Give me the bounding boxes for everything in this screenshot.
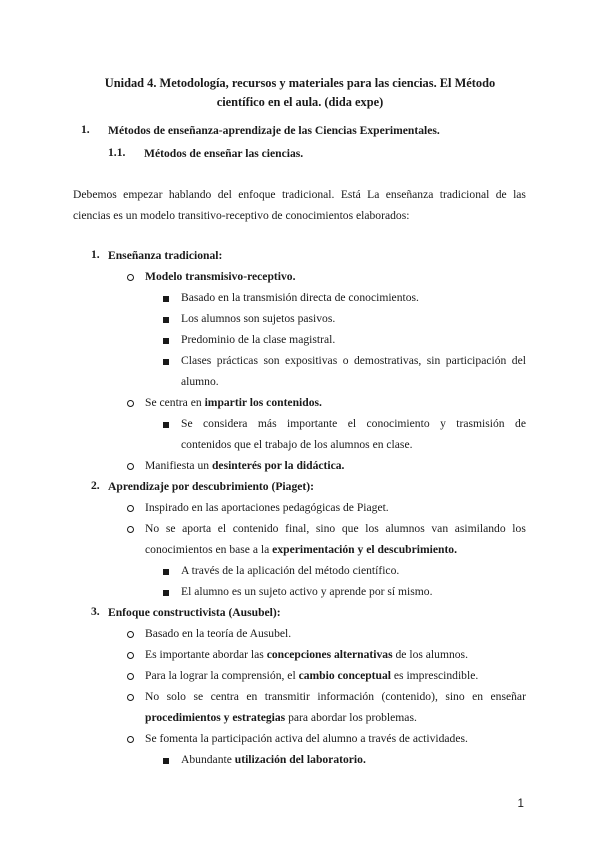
word: importante (287, 417, 338, 430)
item-1-bullet-3: Predominio de la clase magistral. (181, 333, 336, 346)
word: trasmisión (456, 417, 505, 430)
item-1-bullet-5-line-1 (181, 416, 526, 432)
hollow-bullet-icon (127, 652, 134, 659)
square-bullet-icon (163, 569, 169, 575)
word: La (367, 188, 380, 201)
word: aporta (182, 522, 212, 535)
word: se (165, 522, 176, 535)
item-2-sub-2-line-2: conocimientos en base a la experimentación y el descubrimiento. (145, 543, 457, 556)
word: del (217, 188, 232, 201)
word: se (193, 690, 204, 703)
word: de (495, 188, 507, 201)
word: de (515, 417, 526, 430)
word: información (317, 690, 375, 703)
hollow-bullet-icon (127, 274, 134, 281)
word: que (341, 522, 359, 535)
item-1-sub-2: Se centra en impartir los contenidos. (145, 396, 322, 409)
word: tradicional (439, 188, 490, 201)
square-bullet-icon (163, 359, 169, 365)
word: No (145, 690, 160, 703)
word: enseñanza (385, 188, 434, 201)
item-3-sub-5: Se fomenta la participación activa del alumno a través de actividades. (145, 732, 468, 745)
hollow-bullet-icon (127, 526, 134, 533)
word: sin (426, 354, 441, 367)
item-2-bullet-2: El alumno es un sujeto activo y aprende por sí mismo. (181, 585, 433, 598)
word: expositivas (285, 354, 338, 367)
word: enfoque (238, 188, 276, 201)
intro-line-2: ciencias es un modelo transitivo-receptivo de conocimientos elaborados: (73, 209, 410, 222)
word: demostrativas, (353, 354, 422, 367)
word: hablando (168, 188, 212, 201)
word: alumnos (385, 522, 425, 535)
page-number: 1 (517, 797, 524, 810)
hollow-bullet-icon (127, 631, 134, 638)
item-1-sub-1: Modelo transmisivo-receptivo. (145, 270, 296, 283)
hollow-bullet-icon (127, 736, 134, 743)
word: o (342, 354, 349, 367)
square-bullet-icon (163, 317, 169, 323)
item-3-sub-3: Para la lograr la comprensión, el cambio conceptual es imprescindible. (145, 669, 479, 682)
item-3-bullet-1: Abundante utilización del laboratorio. (181, 753, 366, 766)
section-1-1-number: 1.1. (108, 146, 126, 159)
hollow-bullet-icon (127, 505, 134, 512)
item-3-title: Enfoque constructivista (Ausubel): (108, 606, 281, 619)
word: y (440, 417, 446, 430)
title-line-2: científico en el aula. (dida expe) (216, 95, 384, 109)
word: sino (315, 522, 336, 535)
item-3-sub-4-line-1 (145, 689, 526, 705)
square-bullet-icon (163, 338, 169, 344)
title-line-1: Unidad 4. Metodología, recursos y materiales para las ciencias. El Método (104, 76, 496, 90)
hollow-bullet-icon (127, 694, 134, 701)
item-2-sub-1: Inspirado en las aportaciones pedagógicas de Piaget. (145, 501, 389, 514)
square-bullet-icon (163, 590, 169, 596)
word: enseñar (490, 690, 526, 703)
word: No (145, 522, 160, 535)
word: el (347, 417, 357, 430)
hollow-bullet-icon (127, 400, 134, 407)
word: Está (340, 188, 361, 201)
word: centra (210, 690, 239, 703)
word: el (217, 522, 227, 535)
word: los (365, 522, 379, 535)
item-1-bullet-5-line-2: contenidos que el trabajo de los alumnos en clase. (181, 438, 413, 451)
item-1-number: 1. (91, 248, 100, 261)
word: Se (181, 417, 193, 430)
item-1-sub-3: Manifiesta un desinterés por la didáctica. (145, 459, 345, 472)
item-1-bullet-1: Basado en la transmisión directa de conocimientos. (181, 291, 419, 304)
section-1-1-heading: Métodos de enseñar las ciencias. (144, 147, 304, 160)
word: contenido (232, 522, 279, 535)
item-1-bullet-4-line-1 (181, 353, 526, 369)
word: los (512, 522, 526, 535)
intro-line-1 (73, 187, 526, 203)
item-2-sub-2-line-1 (145, 521, 526, 537)
item-1-bullet-4-line-2: alumno. (181, 375, 219, 388)
square-bullet-icon (163, 296, 169, 302)
hollow-bullet-icon (127, 463, 134, 470)
word: prácticas (216, 354, 258, 367)
word: final, (285, 522, 310, 535)
item-2-title: Aprendizaje por descubrimiento (Piaget): (108, 480, 314, 493)
word: van (431, 522, 449, 535)
word: asimilando (454, 522, 506, 535)
word: las (513, 188, 526, 201)
item-3-sub-2: Es importante abordar las concepciones alternativas de los alumnos. (145, 648, 468, 661)
word: en (246, 690, 258, 703)
word: solo (166, 690, 186, 703)
word: participación (445, 354, 507, 367)
word: son (263, 354, 280, 367)
item-1-bullet-2: Los alumnos son sujetos pasivos. (181, 312, 336, 325)
item-2-number: 2. (91, 479, 100, 492)
hollow-bullet-icon (127, 673, 134, 680)
item-3-sub-1: Basado en la teoría de Ausubel. (145, 627, 292, 640)
word: Debemos (73, 188, 117, 201)
square-bullet-icon (163, 758, 169, 764)
word: del (511, 354, 526, 367)
word: Clases (181, 354, 212, 367)
word: sino (445, 690, 465, 703)
word: empezar (123, 188, 163, 201)
word: más (257, 417, 277, 430)
section-1-number: 1. (81, 123, 90, 136)
item-3-sub-4-line-2: procedimientos y estrategias para abordar los problemas. (145, 711, 417, 724)
word: conocimiento (366, 417, 430, 430)
word: en (472, 690, 484, 703)
item-2-bullet-1: A través de la aplicación del método científico. (181, 564, 400, 577)
section-1-heading: Métodos de enseñanza-aprendizaje de las Ciencias Experimentales. (108, 124, 440, 137)
square-bullet-icon (163, 422, 169, 428)
word: transmitir (264, 690, 310, 703)
word: considera (203, 417, 248, 430)
word: tradicional. (281, 188, 335, 201)
item-3-number: 3. (91, 605, 100, 618)
word: (contenido), (381, 690, 438, 703)
document-title (80, 74, 520, 112)
item-1-title: Enseñanza tradicional: (108, 249, 223, 262)
